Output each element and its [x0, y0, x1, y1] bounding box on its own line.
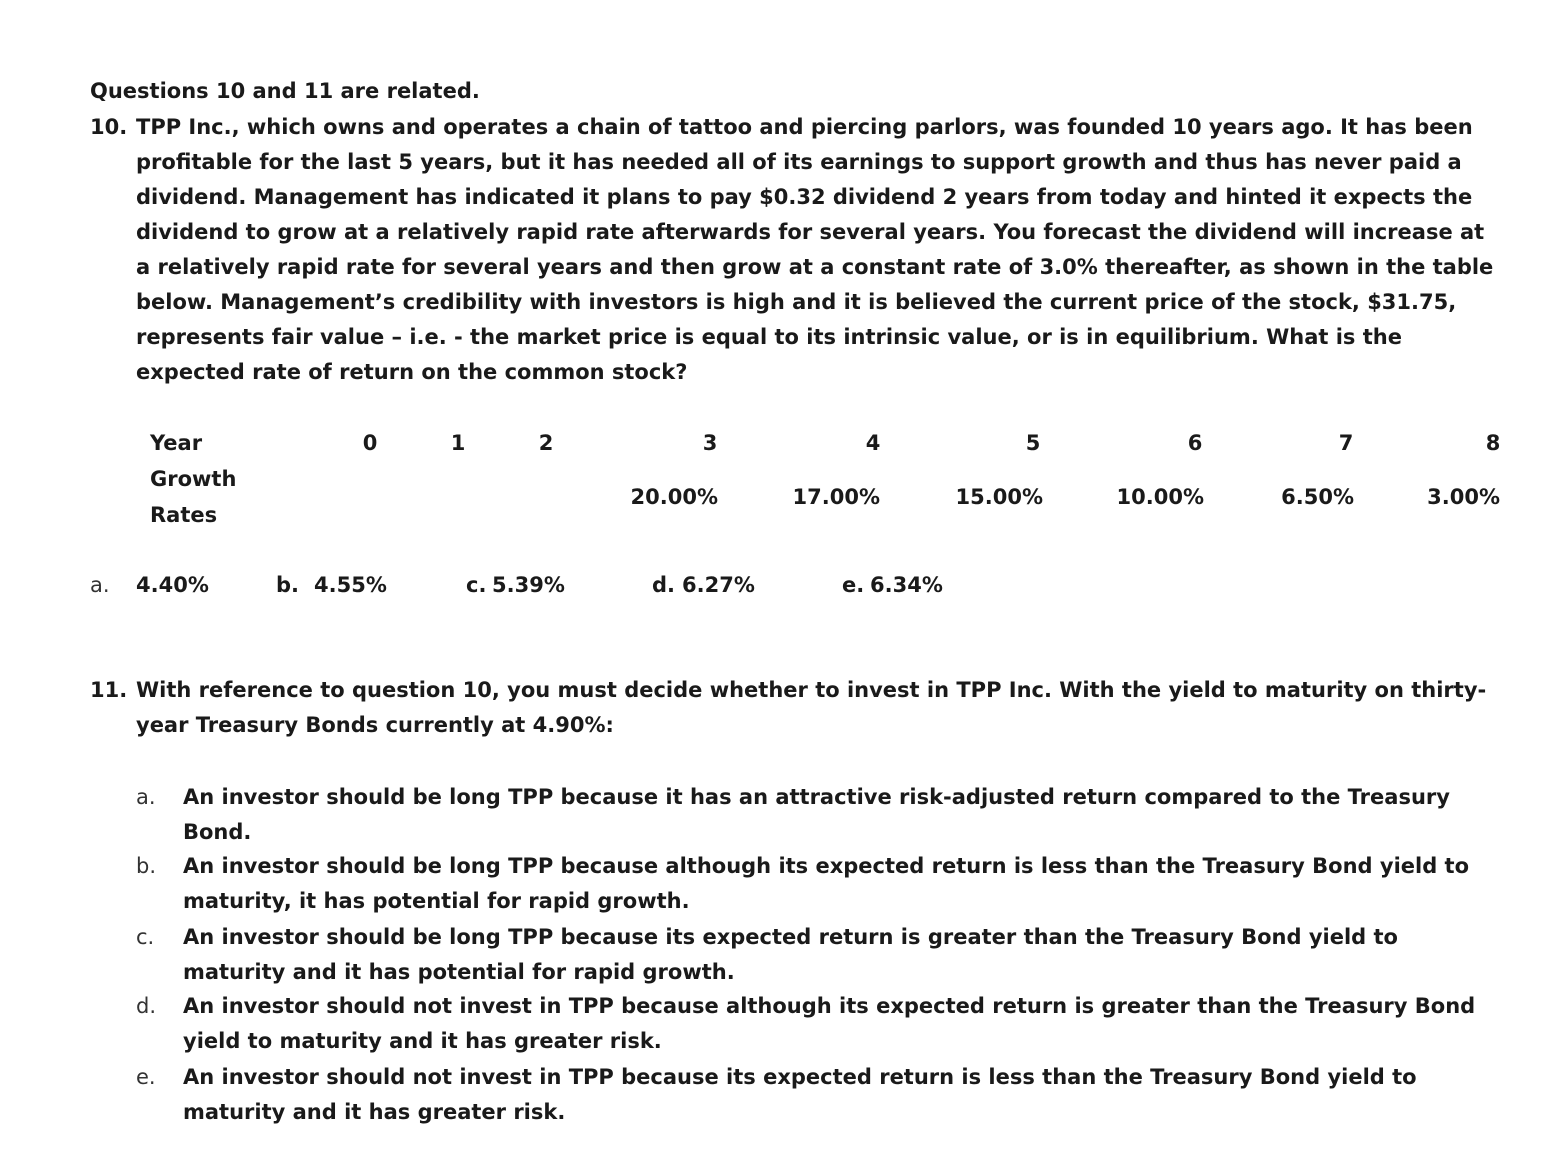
q10-paragraph: [136, 110, 1516, 390]
year-cell: 8: [1485, 431, 1501, 455]
year-cell: 3: [702, 431, 718, 455]
option-line: An investor should not invest in TPP because its expected return is less than the Treasury Bond yield to: [183, 1065, 1417, 1089]
option-line: maturity and it has potential for rapid growth.: [183, 960, 735, 984]
q10-line: a relatively rapid rate for several years and then grow at a constant rate of 3.0% thereafter, as shown in the table: [136, 255, 1494, 279]
q10-line: profitable for the last 5 years, but it has needed all of its earnings to support growth and thus has never paid a: [136, 150, 1462, 174]
q10-line: below. Management’s credibility with investors is high and it is believed the current price of the stock, $31.75,: [136, 290, 1457, 314]
growth-label: Growth: [150, 467, 237, 491]
q11-paragraph: [136, 673, 1516, 743]
rate-cell: 3.00%: [1427, 485, 1500, 509]
option-line: Bond.: [183, 820, 252, 844]
q10-line: expected rate of return on the common stock?: [136, 360, 688, 384]
option-letter: a.: [90, 573, 110, 597]
option-letter: d.: [652, 573, 676, 597]
q11-option-d[interactable]: [183, 989, 1475, 1059]
year-cell: 4: [865, 431, 881, 455]
q10-line: TPP Inc., which owns and operates a chain of tattoo and piercing parlors, was founded 10 years ago. It has been: [136, 115, 1473, 139]
option-letter: b.: [276, 573, 300, 597]
rates-label: Rates: [150, 503, 218, 527]
q11-option-c[interactable]: [183, 920, 1398, 990]
option-d[interactable]: 6.27%: [682, 573, 755, 597]
rate-cell: 10.00%: [1116, 485, 1204, 509]
option-line: yield to maturity and it has greater risk.: [183, 1029, 662, 1053]
q11-line: year Treasury Bonds currently at 4.90%:: [136, 713, 614, 737]
rate-cell: 15.00%: [955, 485, 1043, 509]
option-c[interactable]: 5.39%: [492, 573, 565, 597]
option-letter: a.: [136, 785, 156, 809]
rate-cell: 17.00%: [792, 485, 880, 509]
q10-line: represents fair value – i.e. - the market price is equal to its intrinsic value, or is in equilibrium. What is the: [136, 325, 1402, 349]
option-line: An investor should not invest in TPP because although its expected return is greater than the Treasury Bond: [183, 994, 1476, 1018]
option-letter: e.: [136, 1065, 156, 1089]
option-letter: b.: [136, 854, 157, 878]
option-letter: d.: [136, 994, 157, 1018]
option-line: maturity and it has greater risk.: [183, 1100, 566, 1124]
option-line: An investor should be long TPP because its expected return is greater than the Treasury Bond yield to: [183, 925, 1398, 949]
year-cell: 6: [1187, 431, 1203, 455]
q10-line: dividend. Management has indicated it plans to pay $0.32 dividend 2 years from today and hinted it expects the: [136, 185, 1473, 209]
year-cell: 2: [538, 431, 554, 455]
option-line: maturity, it has potential for rapid growth.: [183, 889, 690, 913]
option-letter: c.: [136, 925, 155, 949]
option-line: An investor should be long TPP because although its expected return is less than the Treasury Bond yield to: [183, 854, 1470, 878]
year-cell: 1: [450, 431, 466, 455]
option-a[interactable]: 4.40%: [136, 573, 209, 597]
year-cell: 0: [362, 431, 378, 455]
option-e[interactable]: 6.34%: [870, 573, 943, 597]
option-letter: c.: [466, 573, 487, 597]
rate-cell: 20.00%: [630, 485, 718, 509]
rate-cell: 6.50%: [1281, 485, 1354, 509]
q11-option-e[interactable]: [183, 1060, 1417, 1130]
q11-option-b[interactable]: [183, 849, 1469, 919]
option-line: An investor should be long TPP because it has an attractive risk-adjusted return compared to the Treasury: [183, 785, 1450, 809]
option-letter: e.: [842, 573, 865, 597]
year-cell: 5: [1025, 431, 1041, 455]
intro-text: Questions 10 and 11 are related.: [90, 79, 480, 103]
q10-line: dividend to grow at a relatively rapid rate afterwards for several years. You forecast the dividend will increase at: [136, 220, 1485, 244]
q11-number: 11.: [90, 678, 128, 702]
q10-number: 10.: [90, 115, 128, 139]
q11-line: With reference to question 10, you must decide whether to invest in TPP Inc. With the yield to maturity on thirty-: [136, 678, 1487, 702]
q11-option-a[interactable]: [183, 780, 1450, 850]
year-label: Year: [150, 431, 203, 455]
year-cell: 7: [1338, 431, 1354, 455]
option-b[interactable]: 4.55%: [314, 573, 387, 597]
